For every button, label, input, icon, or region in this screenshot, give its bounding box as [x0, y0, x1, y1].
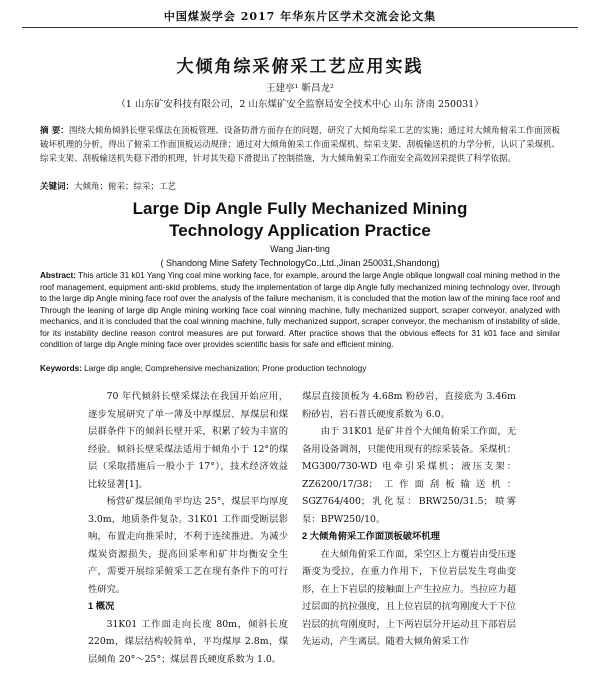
body-paragraph: 杨营矿煤层倾角平均达 25°，煤层平均厚度 3.0m，地质条件复杂。31K01 工作面受断层影响，布置走向推采时，不利于连续推进。为减少煤炭资源损失，提高回采率和矿井均衡安全生产，需要开展综采俯采工艺在现有条件下的可行性研究。	[88, 496, 288, 595]
chinese-title: 大倾角综采俯采工艺应用实践	[176, 57, 424, 77]
chinese-keywords-label: 关键词：	[40, 182, 75, 192]
english-keywords-label: Keywords:	[40, 364, 82, 373]
chinese-affiliation: （1 山东矿安科技有限公司，2 山东煤矿安全监察局安全技术中心 山东 济南 250031）	[116, 99, 484, 110]
body-right-column	[302, 388, 516, 651]
section-heading: 2 大倾角俯采工作面顶板破坏机理	[302, 531, 440, 541]
english-author: Wang Jian-ting	[270, 244, 330, 254]
body-paragraph: 由于 31K01 是矿井首个大倾角俯采工作面，无备用设备调剂，只能使用现有的综采装备。采煤机：MG300/730-WD 电牵引采煤机；液压支架：ZZ6200/17/38；工作面刮板输送机：SGZ764/400；乳化泵：BRW250/31.5；喷雾泵：BPW250/10。	[302, 426, 516, 525]
english-title-line1: Large Dip Angle Fully Mechanized Mining	[132, 199, 468, 218]
chinese-keywords-text: 大倾角；俯采；综采；工艺	[74, 182, 177, 192]
chinese-abstract-text: 围绕大倾角倾斜长壁采煤法在顶板管理、设备防滑方面存在的问题，研究了大倾角综采工艺的实施；通过对大倾角俯采工作面顶板破坏机理的分析，得出了俯采工作面顶板运动规律；通过对大倾角俯采工作面采煤机、综采支架、刮板输送机的力学分析，认识了采煤机、综采支架、刮板输送机失稳下滑的机理，针对其失稳下滑提出了控制措施，为大倾角俯采工作面安全高效回采提供了科学依据。	[40, 126, 560, 164]
chinese-keywords	[40, 180, 560, 192]
chinese-authors: 王建亭¹ 靳昌龙²	[266, 83, 334, 94]
chinese-abstract-label: 摘 要：	[40, 126, 69, 136]
body-left-column	[88, 388, 288, 668]
english-affiliation: ( Shandong Mine Safety TechnologyCo.,Ltd.,Jinan 250031,Shandong)	[160, 258, 440, 268]
body-paragraph: 31K01 工作面走向长度 80m，倾斜长度 220m，煤层结构较简单，平均煤厚 2.8m，煤层倾角 20°～25°；煤层普氏硬度系数为 1.0。	[88, 618, 288, 665]
body-paragraph: 70 年代倾斜长壁采煤法在我国开始应用，逐步发展研究了单一薄及中厚煤层、厚煤层和煤层群条件下的倾斜长壁开采，积累了较为丰富的经验。倾斜长壁采煤法适用于倾角小于 12°的煤层（采取措施后一般小于 17°），技术经济效益比较显著[1]。	[88, 391, 288, 490]
english-abstract-text: This article 31 k01 Yang Ying coal mine working face, for example, around the large Angle oblique longwall coal mining method in the roof management, equipment anti-skid problems, study the implementation of large dip Angle fully mechanized mining technology over, through to the large dip Angle mining face roof over the analysis of the failure mechanism, it is concluded that the motion law of the mining face roof and Through the leaning of large dip Angle mining working face coal winning machine, fully mechanized support, scraper conveyor, analyzed with mechanics, and it is concluded that the coal winning machine, fully mechanized support, scraper conveyor, the mechanism of instability of slide, for its instability decline reason control measures are put forward. After practice shows that the obvious effects for 31 k01 face and similar condition of large dip Angle mining face over provides scientific basis for safe and efficient mining.	[40, 271, 560, 349]
english-keywords-text: Large dip angle; Comprehensive mechanization; Prone production technology	[81, 364, 367, 373]
body-paragraph: 在大倾角俯采工作面，采空区上方覆岩由受压逐渐变为受拉，在重力作用下，下位岩层发生弯曲变形，在上下岩层的接触面上产生拉应力。当拉应力超过层面的抗拉强度，且上位岩层的抗弯刚度大于下位岩层的抗弯刚度时，上下两岩层分开运动且下部岩层先运动，产生离层。随着大倾角俯采工作	[302, 548, 516, 647]
english-title	[0, 198, 600, 242]
header-rule	[22, 27, 578, 28]
english-title-line2: Technology Application Practice	[169, 221, 431, 240]
body-paragraph: 煤层直接顶板为 4.68m 粉砂岩，直接底为 3.46m 粉砂岩，岩石普氏硬度系数为 6.0。	[302, 391, 516, 420]
section-heading: 1 概况	[88, 601, 115, 611]
english-keywords	[40, 364, 560, 373]
chinese-abstract	[40, 124, 560, 166]
english-abstract	[40, 270, 560, 351]
running-header: 中国煤炭学会 2017 年华东片区学术交流会论文集	[163, 10, 437, 23]
english-abstract-label: Abstract:	[40, 271, 76, 280]
